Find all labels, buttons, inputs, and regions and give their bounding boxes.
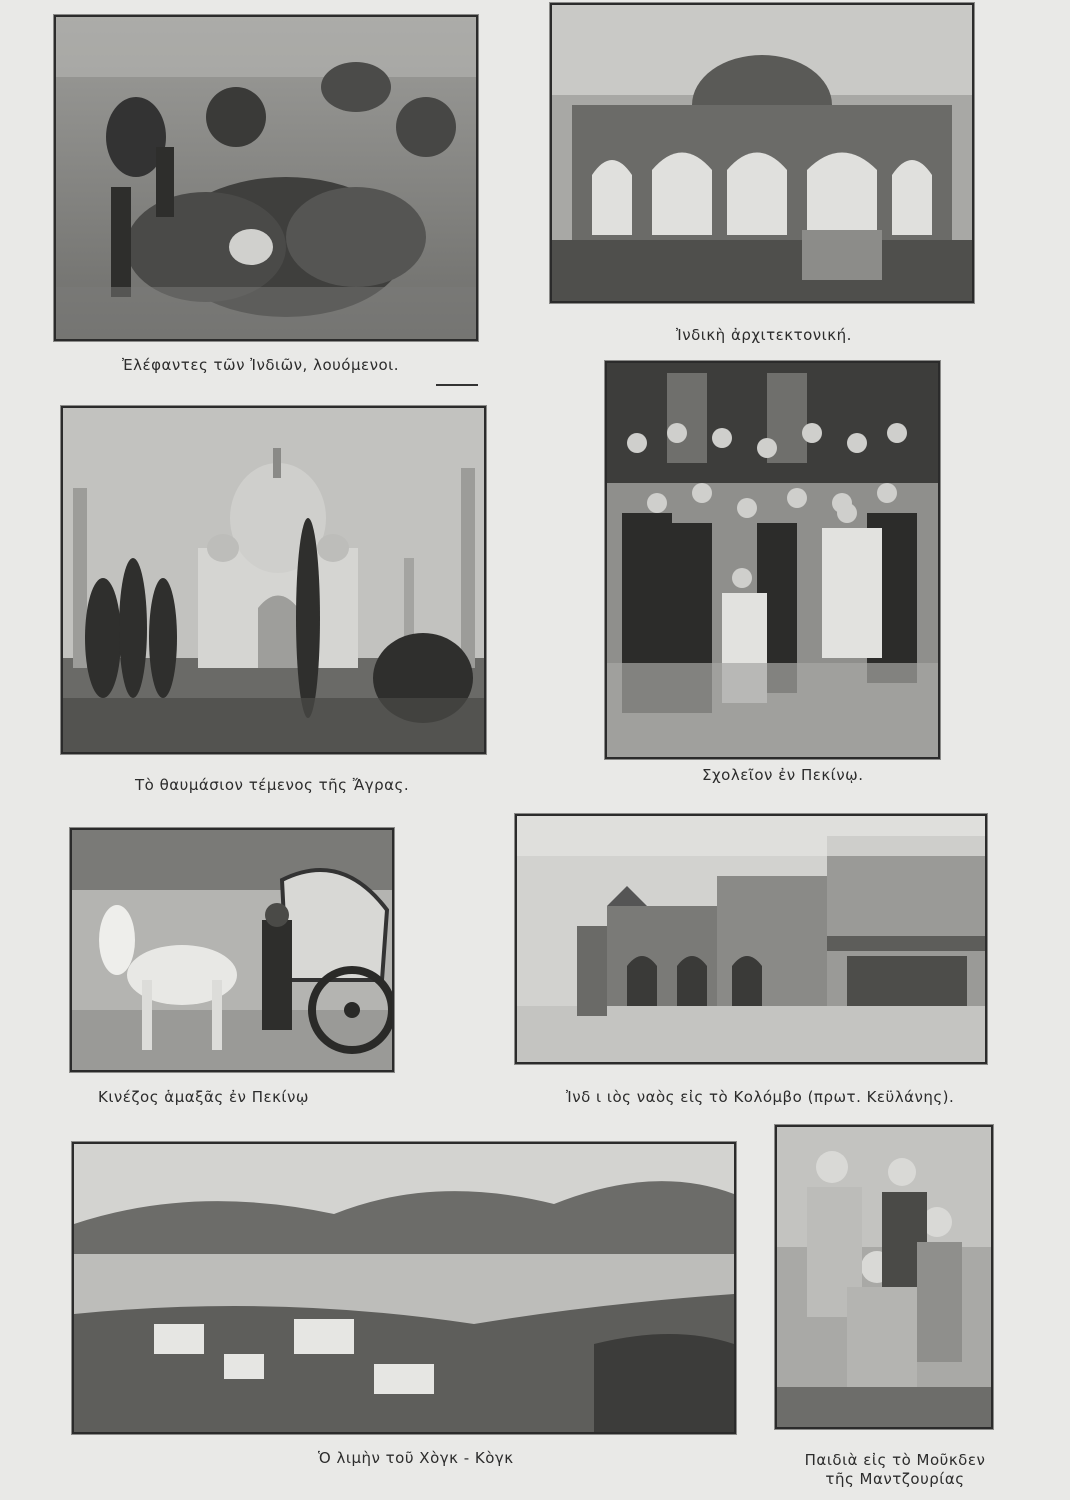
photo-temple — [515, 814, 987, 1064]
caption-children-line1: Παιδιὰ εἰς τὸ Μοῦκδεν — [804, 1451, 986, 1469]
temple-image — [517, 816, 985, 1062]
photo-elephants — [54, 15, 478, 341]
harbor-image — [74, 1144, 734, 1432]
architecture-image — [552, 5, 972, 301]
caption-architecture: Ἰνδικὴ ἀρχιτεκτονική. — [676, 326, 852, 344]
elephants-image — [56, 17, 476, 339]
photo-taj — [61, 406, 486, 754]
cart-image — [72, 830, 392, 1070]
photo-architecture — [550, 3, 974, 303]
taj-image — [63, 408, 484, 752]
caption-rule — [436, 384, 478, 386]
photo-school — [605, 361, 940, 759]
caption-elephants: Ἐλέφαντες τῶν Ἰνδιῶν, λουόμενοι. — [122, 356, 400, 374]
caption-taj: Τὸ θαυμάσιον τέμενος τῆς Ἄγρας. — [135, 776, 410, 794]
children-image — [777, 1127, 991, 1427]
caption-children-line2: τῆς Μαντζουρίας — [825, 1470, 965, 1488]
photo-harbor — [72, 1142, 736, 1434]
caption-temple: Ἰνδ ι ιὸς ναὸς εἰς τὸ Κολόμβο (πρωτ. Κεϋλάνης). — [566, 1088, 955, 1106]
photo-cart — [70, 828, 394, 1072]
school-image — [607, 363, 938, 757]
caption-school: Σχολεῖον ἐν Πεκίνῳ. — [702, 766, 864, 784]
caption-harbor: Ὁ λιμὴν τοῦ Χὸγκ - Κὸγκ — [318, 1449, 514, 1467]
caption-cart: Κινέζος ἁμαξᾶς ἐν Πεκίνῳ — [98, 1088, 309, 1106]
photo-children — [775, 1125, 993, 1429]
